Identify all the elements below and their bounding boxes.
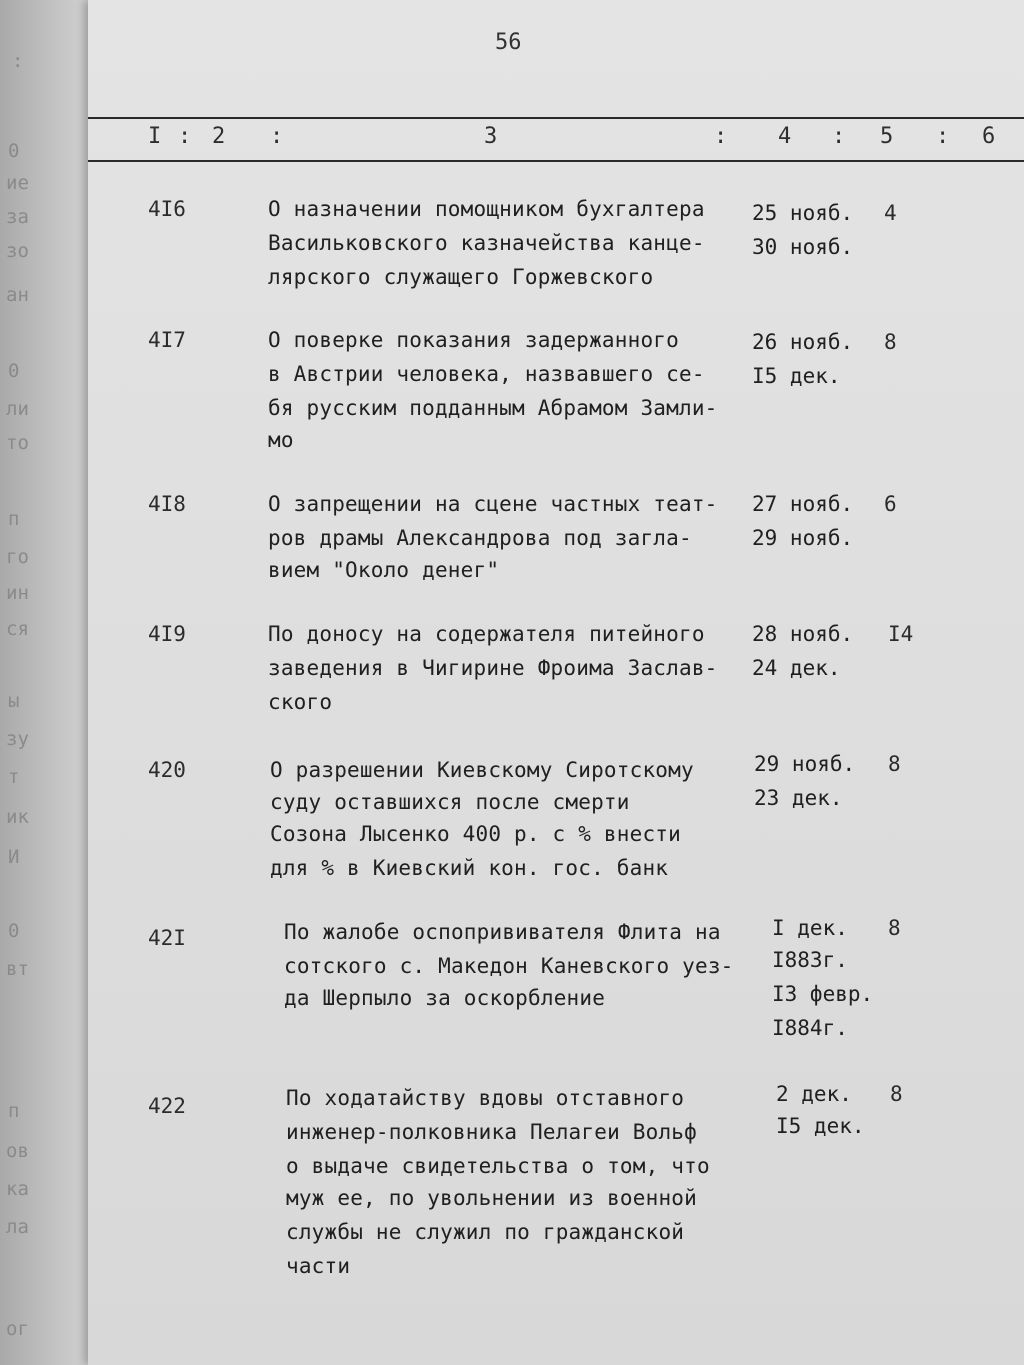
entry-description-line: ров драмы Александрова под загла- — [268, 526, 692, 550]
entry-description-line: мо — [268, 428, 294, 452]
margin-fragment: т — [8, 766, 20, 788]
entry-description-line: сотского с. Македон Каневского уез- — [284, 954, 734, 978]
margin-fragment: п — [8, 1100, 20, 1122]
header-col-2: 2 — [212, 124, 226, 149]
margin-fragment: : — [12, 50, 24, 72]
entry-date: 2 дек. — [776, 1082, 852, 1106]
header-col-3: 3 — [484, 124, 498, 149]
margin-fragment: ин — [6, 582, 29, 604]
margin-fragment: ла — [6, 1216, 29, 1238]
margin-fragment: ли — [6, 398, 29, 420]
entry-number: 4I6 — [148, 197, 186, 221]
entry-date: 26 нояб. — [752, 330, 854, 354]
entry-description-line: О поверке показания задержанного — [268, 328, 679, 352]
margin-fragment: ие — [6, 172, 29, 194]
entry-description-line: По ходатайству вдовы отставного — [286, 1086, 685, 1110]
header-separator: : — [936, 124, 950, 149]
entry-description-line: О разрешении Киевскому Сиротскому — [270, 758, 694, 782]
entry-number: 4I7 — [148, 328, 186, 352]
header-top-rule — [88, 117, 1024, 119]
margin-fragment: ов — [6, 1140, 29, 1162]
entry-description-line: По доносу на содержателя питейного — [268, 622, 705, 646]
entry-description-line: лярского служащего Горжевского — [268, 265, 654, 289]
entry-date: I5 дек. — [752, 364, 841, 388]
entry-sheet-count: 4 — [884, 201, 897, 225]
entry-date: 28 нояб. — [752, 622, 854, 646]
entry-description-line: муж ее, по увольнении из военной — [286, 1186, 697, 1210]
margin-fragment: ся — [6, 618, 29, 640]
margin-fragment: го — [6, 546, 29, 568]
entry-date: I3 февр. — [772, 982, 874, 1006]
entry-sheet-count: 8 — [890, 1082, 903, 1106]
entry-date: 29 нояб. — [752, 526, 854, 550]
entry-date: I дек. — [772, 916, 848, 940]
entry-description-line: для % в Киевский кон. гос. банк — [270, 856, 669, 880]
entry-sheet-count: 8 — [884, 330, 897, 354]
margin-fragment: ы — [8, 690, 20, 712]
entry-number: 4I8 — [148, 492, 186, 516]
header-col-4: 4 — [778, 124, 792, 149]
entry-description-line: заведения в Чигирине Фроима Заслав- — [268, 656, 718, 680]
entry-description-line: По жалобе оспопрививателя Флита на — [284, 920, 721, 944]
entry-sheet-count: 8 — [888, 752, 901, 776]
margin-fragment: ик — [6, 806, 29, 828]
entry-date: 24 дек. — [752, 656, 841, 680]
entry-description-line: да Шерпыло за оскорбление — [284, 986, 606, 1010]
header-separator: : — [832, 124, 846, 149]
margin-fragment: 0 — [8, 360, 20, 382]
entry-date: I884г. — [772, 1016, 848, 1040]
margin-fragment: за — [6, 206, 29, 228]
entry-description-line: части — [286, 1254, 351, 1278]
entry-description-line: инженер-полковника Пелагеи Вольф — [286, 1120, 697, 1144]
entry-date: 30 нояб. — [752, 235, 854, 259]
entry-date: I5 дек. — [776, 1114, 865, 1138]
entry-sheet-count: I4 — [888, 622, 914, 646]
margin-fragment: ог — [6, 1318, 29, 1340]
entry-number: 4I9 — [148, 622, 186, 646]
header-bottom-rule — [88, 160, 1024, 162]
entry-description-line: О запрещении на сцене частных теат- — [268, 492, 718, 516]
margin-fragment: 0 — [8, 140, 20, 162]
margin-fragment: зу — [6, 728, 29, 750]
margin-fragment: ан — [6, 284, 29, 306]
entry-date: 23 дек. — [754, 786, 843, 810]
entry-description-line: службы не служил по гражданской — [286, 1220, 685, 1244]
entry-number: 422 — [148, 1094, 186, 1118]
entry-description-line: О назначении помощником бухгалтера — [268, 197, 705, 221]
margin-fragment: зо — [6, 240, 29, 262]
entry-description-line: Васильковского казначейства канце- — [268, 231, 705, 255]
entry-number: 42I — [148, 926, 186, 950]
header-col-1: I — [148, 124, 162, 149]
header-col-5: 5 — [880, 124, 894, 149]
header-separator: : — [270, 124, 284, 149]
entry-date: I883г. — [772, 948, 848, 972]
header-separator: : — [178, 124, 192, 149]
entry-sheet-count: 8 — [888, 916, 901, 940]
entry-description-line: вием "Около денег" — [268, 558, 500, 582]
entry-number: 420 — [148, 758, 186, 782]
entry-date: 29 нояб. — [754, 752, 856, 776]
entry-description-line: бя русским подданным Абрамом Замли- — [268, 396, 718, 420]
entry-description-line: Созона Лысенко 400 р. с % внести — [270, 822, 681, 846]
margin-fragment: п — [8, 508, 20, 530]
margin-fragment: ка — [6, 1178, 29, 1200]
margin-fragment: 0 — [8, 920, 20, 942]
left-page-margin — [0, 0, 92, 1365]
entry-date: 27 нояб. — [752, 492, 854, 516]
entry-description-line: ского — [268, 690, 333, 714]
header-col-6: 6 — [982, 124, 996, 149]
margin-fragment: то — [6, 432, 29, 454]
entry-description-line: о выдаче свидетельства о том, что — [286, 1154, 710, 1178]
header-separator: : — [714, 124, 728, 149]
entry-description-line: в Австрии человека, назвавшего се- — [268, 362, 705, 386]
entry-description-line: суду оставшихся после смерти — [270, 790, 630, 814]
entry-sheet-count: 6 — [884, 492, 897, 516]
page-number: 56 — [495, 30, 522, 55]
entry-date: 25 нояб. — [752, 201, 854, 225]
margin-fragment: вт — [6, 958, 29, 980]
margin-fragment: И — [8, 846, 20, 868]
